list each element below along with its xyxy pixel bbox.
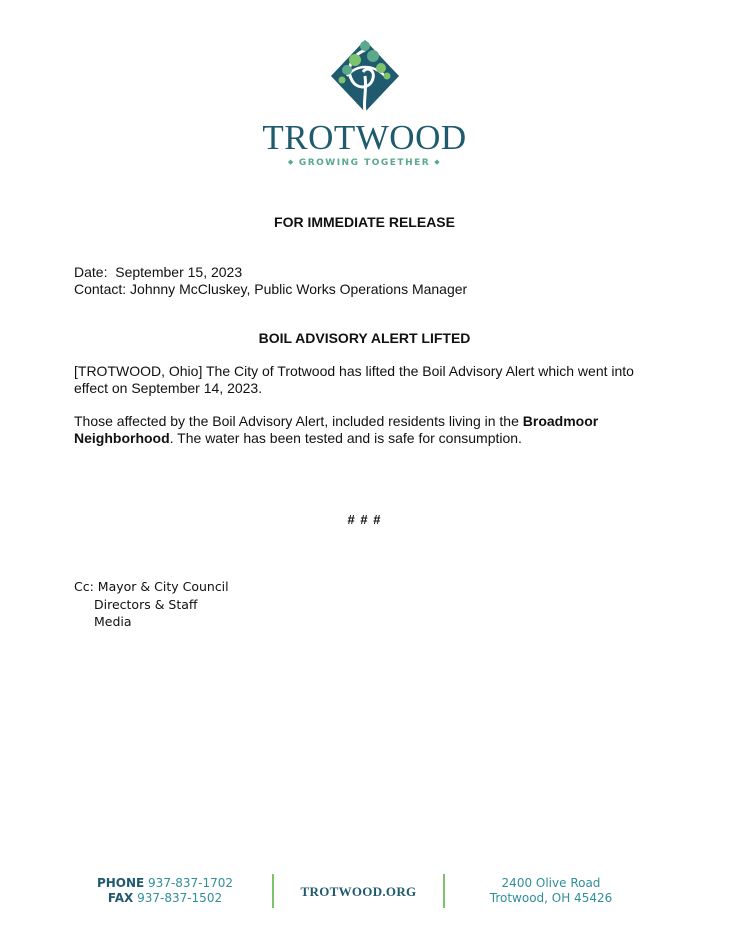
- tree-emblem-icon: [327, 36, 403, 116]
- footer-address: 2400 Olive Road Trotwood, OH 45426: [489, 876, 613, 905]
- end-mark: # # #: [347, 512, 382, 527]
- cc-item: Media: [94, 614, 132, 629]
- cc-list: [74, 578, 229, 631]
- release-meta: [74, 264, 467, 298]
- fax-line: FAX 937-837-1502: [107, 891, 223, 905]
- footer: [0, 874, 729, 914]
- footer-divider: [443, 874, 445, 908]
- tagline: ◆ GROWING TOGETHER ◆: [287, 158, 442, 168]
- diamond-icon: ◆: [434, 158, 442, 166]
- phone-line: PHONE 937-837-1702: [96, 876, 234, 890]
- body-paragraph-1: [TROTWOOD, Ohio] The City of Trotwood has lifted the Boil Advisory Alert which went into effect on September 14, 2023.: [74, 363, 634, 396]
- org-name: TROTWOOD: [262, 118, 467, 157]
- body-paragraph-2: Those affected by the Boil Advisory Alert, included residents living in the Broadmoor Neighborhood. The water has been tested and is safe for consumption.: [74, 413, 599, 446]
- trotwood-logo: [0, 36, 729, 168]
- footer-website[interactable]: TROTWOOD.ORG: [300, 884, 417, 899]
- footer-contact: [60, 876, 270, 906]
- date-line: Date: September 15, 2023: [74, 264, 243, 280]
- diamond-icon: ◆: [287, 158, 295, 166]
- contact-line: Contact: Johnny McCluskey, Public Works Operations Manager: [74, 281, 468, 297]
- headline: BOIL ADVISORY ALERT LIFTED: [258, 330, 471, 346]
- cc-item: Directors & Staff: [94, 596, 198, 612]
- cc-item: Cc: Mayor & City Council: [74, 579, 229, 594]
- release-label: FOR IMMEDIATE RELEASE: [274, 214, 455, 230]
